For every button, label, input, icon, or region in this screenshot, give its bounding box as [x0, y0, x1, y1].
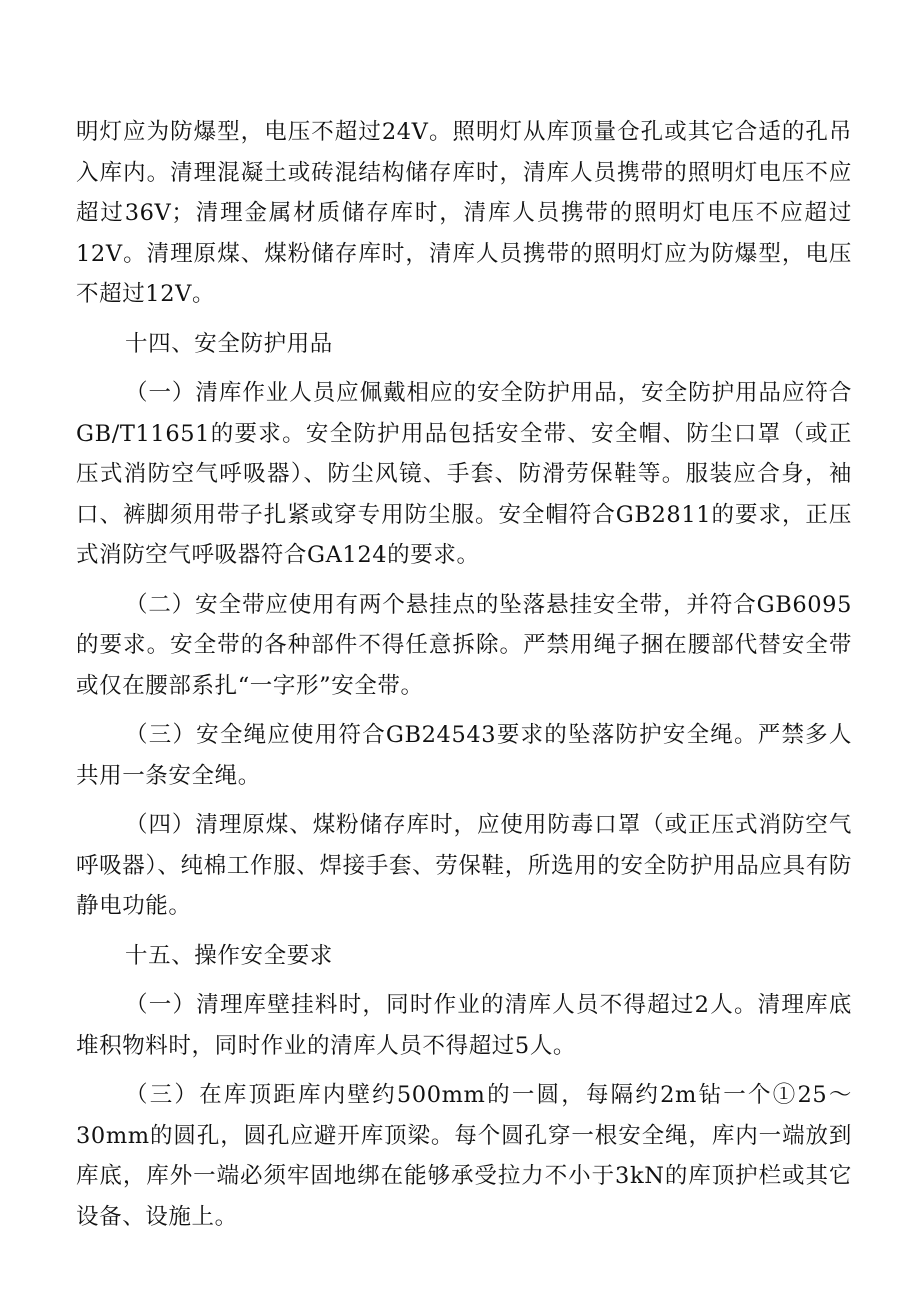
paragraph-14-1: （一）清库作业人员应佩戴相应的安全防护用品，安全防护用品应符合GB/T11651的要求。安全防护用品包括安全带、安全帽、防尘口罩（或正压式消防空气呼吸器）、防尘风镜、手套、防滑劳保鞋等。服装应合身，袖口、裤脚须用带子扎紧或穿专用防尘服。安全帽符合GB2811的要求，正压式消防空气呼吸器符合GA124的要求。	[76, 380, 852, 568]
paragraph-14-4: （四）清理原煤、煤粉储存库时，应使用防毒口罩（或正压式消防空气呼吸器）、纯棉工作服、焊接手套、劳保鞋，所选用的安全防护用品应具有防静电功能。	[76, 812, 852, 919]
document-page	[76, 112, 852, 1237]
paragraph-14-3: （三）安全绳应使用符合GB24543要求的坠落防护安全绳。严禁多人共用一条安全绳。	[76, 722, 852, 789]
paragraph-15-1: （一）清理库壁挂料时，同时作业的清库人员不得超过2人。清理库底堆积物料时，同时作业的清库人员不得超过5人。	[76, 992, 852, 1059]
paragraph-15-3: （三）在库顶距库内壁约500mm的一圆，每隔约2m钻一个①25～30mm的圆孔，圆孔应避开库顶梁。每个圆孔穿一根安全绳，库内一端放到库底，库外一端必须牢固地绑在能够承受拉力不小于3kN的库顶护栏或其它设备、设施上。	[76, 1082, 852, 1230]
paragraph-lighting-voltage: 明灯应为防爆型，电压不超过24V。照明灯从库顶量仓孔或其它合适的孔吊入库内。清理混凝土或砖混结构储存库时，清库人员携带的照明灯电压不应超过36V；清理金属材质储存库时，清库人员携带的照明灯电压不应超过12V。清理原煤、煤粉储存库时，清库人员携带的照明灯应为防爆型，电压不超过12V。	[76, 119, 852, 307]
section-heading-14: 十四、安全防护用品	[125, 330, 333, 357]
paragraph-14-2: （二）安全带应使用有两个悬挂点的坠落悬挂安全带，并符合GB6095的要求。安全带的各种部件不得任意拆除。严禁用绳子捆在腰部代替安全带或仅在腰部系扎“一字形”安全带。	[76, 591, 852, 699]
section-heading-15: 十五、操作安全要求	[125, 942, 333, 969]
